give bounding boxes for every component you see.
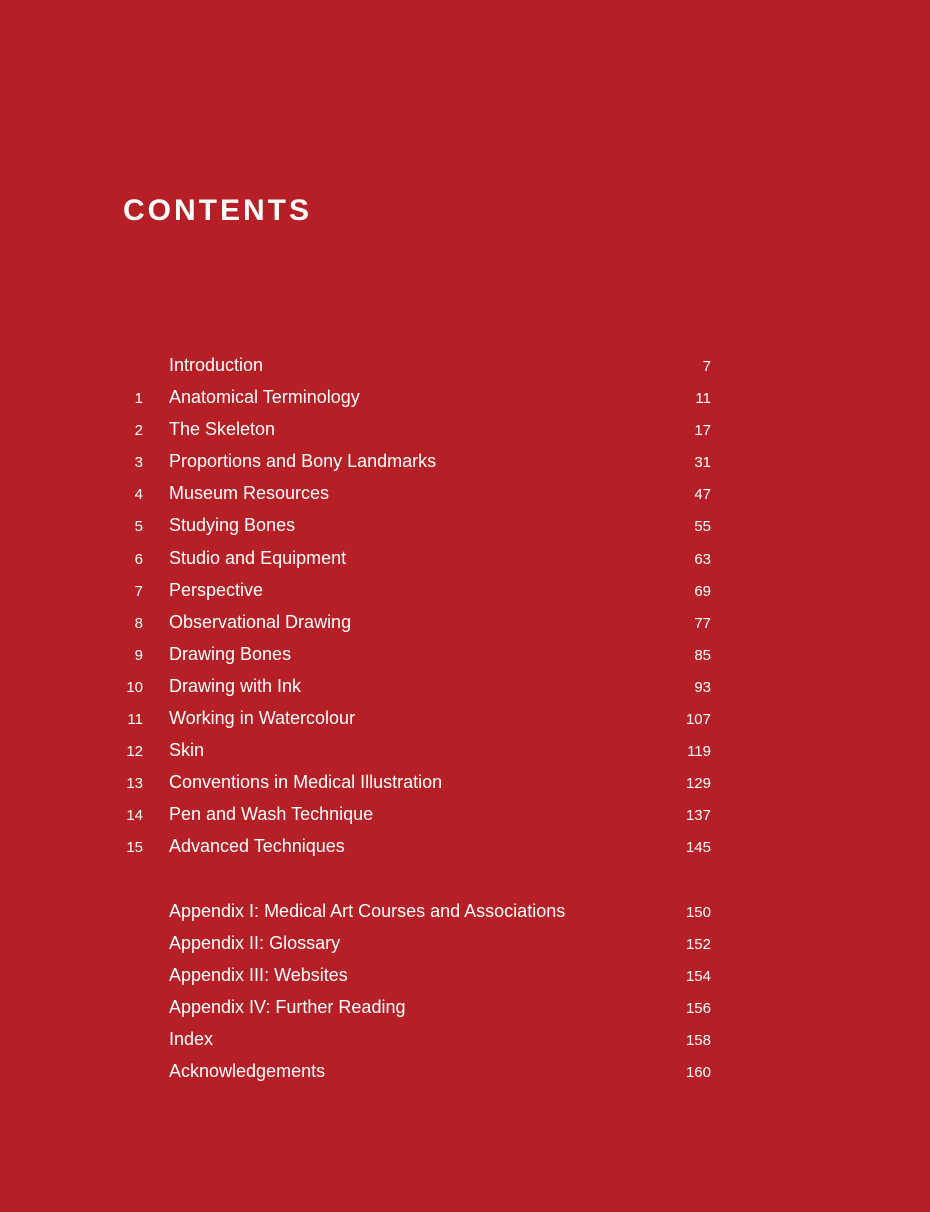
page-number: 63 [694, 550, 711, 568]
page-number: 152 [685, 935, 711, 953]
entry-title: Appendix II: Glossary [169, 932, 341, 953]
page-number: 11 [695, 390, 711, 408]
page-number: 107 [685, 711, 711, 729]
toc-entry[interactable] [0, 575, 930, 607]
toc-entry[interactable] [0, 543, 930, 575]
page-number: 150 [685, 903, 711, 921]
page-number: 129 [685, 775, 711, 793]
page-number: 154 [685, 967, 711, 985]
toc-entry-appendix[interactable] [0, 928, 930, 960]
page-number: 160 [685, 1063, 711, 1081]
chapter-number: 3 [134, 454, 143, 472]
toc-entry[interactable] [0, 414, 930, 446]
toc-entry[interactable] [0, 671, 930, 703]
toc-entry[interactable] [0, 799, 930, 831]
chapter-number: 10 [126, 678, 143, 696]
page-number: 156 [685, 999, 711, 1017]
page-number: 137 [685, 807, 711, 825]
toc-entry[interactable] [0, 831, 930, 863]
toc-entry-appendix[interactable] [0, 960, 930, 992]
chapter-number: 12 [126, 743, 143, 761]
chapter-title: Drawing Bones [169, 643, 292, 664]
chapter-title: Museum Resources [169, 483, 330, 504]
chapter-number: 8 [134, 614, 143, 632]
toc-entry[interactable] [0, 478, 930, 510]
toc-entry[interactable] [0, 446, 930, 478]
chapter-title: Working in Watercolour [169, 708, 356, 729]
chapter-number: 5 [134, 518, 143, 536]
page-number: 55 [694, 518, 711, 536]
toc-entry-appendix[interactable] [0, 992, 930, 1024]
chapter-title: Studying Bones [169, 515, 296, 536]
toc-entry-acknowledgements[interactable] [0, 1056, 930, 1088]
page-number: 93 [694, 678, 711, 696]
chapter-number: 15 [126, 839, 143, 857]
page-number: 69 [694, 582, 711, 600]
toc-entry-appendix[interactable] [0, 896, 930, 928]
chapter-title: Advanced Techniques [169, 836, 345, 857]
entry-title: Appendix I: Medical Art Courses and Associations [169, 900, 566, 921]
chapter-title: Observational Drawing [169, 611, 352, 632]
page-number: 85 [694, 646, 711, 664]
chapter-title: Proportions and Bony Landmarks [169, 451, 437, 472]
chapter-number: 11 [127, 711, 143, 729]
table-of-contents [0, 350, 930, 1088]
page-number: 77 [694, 614, 711, 632]
entry-title: Acknowledgements [169, 1060, 326, 1081]
page-number: 158 [685, 1031, 711, 1049]
chapter-title: Pen and Wash Technique [169, 804, 374, 825]
page-number: 47 [694, 486, 711, 504]
page-number: 7 [702, 358, 711, 375]
toc-entry[interactable] [0, 639, 930, 671]
page-number: 145 [685, 839, 711, 857]
chapter-title: Introduction [169, 355, 264, 375]
page-title: CONTENTS [123, 194, 312, 227]
toc-entry[interactable] [0, 382, 930, 414]
entry-title: Appendix IV: Further Reading [169, 996, 406, 1017]
page-number: 119 [687, 743, 711, 761]
chapter-title: Drawing with Ink [169, 675, 302, 696]
toc-entry-index[interactable] [0, 1024, 930, 1056]
toc-entry[interactable] [0, 735, 930, 767]
toc-entry[interactable] [0, 703, 930, 735]
toc-entry[interactable] [0, 350, 930, 382]
entry-title: Index [169, 1028, 214, 1049]
entry-title: Appendix III: Websites [169, 964, 348, 985]
chapter-number: 2 [134, 422, 143, 440]
toc-entry[interactable] [0, 607, 930, 639]
chapter-number: 7 [134, 582, 143, 600]
chapter-title: Skin [169, 740, 205, 761]
chapter-number: 6 [134, 550, 143, 568]
section-spacer [0, 864, 930, 896]
chapter-number: 1 [134, 390, 143, 408]
page-number: 31 [694, 454, 711, 472]
chapter-title: Studio and Equipment [169, 547, 347, 568]
chapter-number: 14 [126, 807, 143, 825]
toc-entry[interactable] [0, 767, 930, 799]
chapter-number: 13 [126, 775, 143, 793]
chapter-title: The Skeleton [169, 419, 276, 440]
chapter-number: 9 [134, 646, 143, 664]
chapter-title: Perspective [169, 579, 264, 600]
chapter-title: Conventions in Medical Illustration [169, 772, 443, 793]
page-number: 17 [694, 422, 711, 440]
chapter-number: 4 [134, 486, 143, 504]
toc-entry[interactable] [0, 510, 930, 542]
chapter-title: Anatomical Terminology [169, 387, 360, 408]
